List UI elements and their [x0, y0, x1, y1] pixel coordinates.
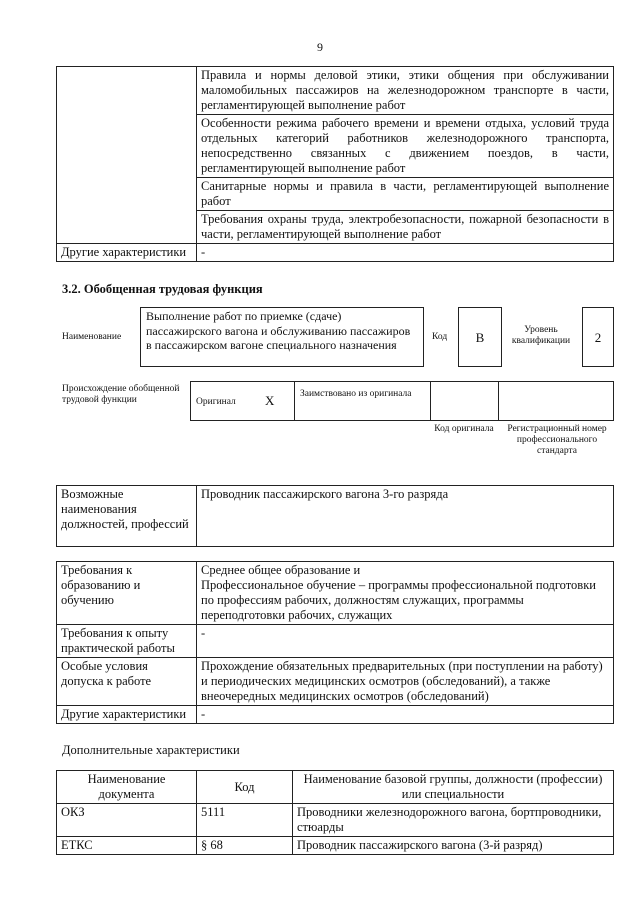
- knowledge-item: Особенности режима рабочего времени и времени отдыха, условий труда отдельных категорий работников железнодорожного транспорта, непосредственно связанных с движением поездов, в части, регламентирующей выполнение работ: [197, 115, 614, 178]
- admission-value: Прохождение обязательных предварительных (при поступлении на работу) и периодических медицинских осмотров (обследований), а также внеочередных медицинских осмотров (обследований): [197, 658, 614, 706]
- header-code: Код: [197, 771, 293, 804]
- registration-number-caption: Регистрационный номер профессионального стандарта: [507, 424, 607, 456]
- table-cell: Проводники железнодорожного вагона, бортпроводники, стюарды: [293, 804, 614, 837]
- section-heading: 3.2. Обобщенная трудовая функция: [62, 282, 263, 296]
- table-cell: § 68: [197, 837, 293, 855]
- table-cell: 5111: [197, 804, 293, 837]
- other-characteristics-label: Другие характеристики: [57, 244, 197, 262]
- additional-title: Дополнительные характеристики: [62, 743, 240, 757]
- borrowed-label: Заимствовано из оригинала: [300, 389, 412, 399]
- origin-divider: [430, 381, 431, 421]
- positions-table: [56, 485, 614, 547]
- requirements-table: [56, 561, 614, 724]
- origin-divider: [294, 381, 295, 421]
- positions-label: Возможные наименования должностей, профессий: [57, 486, 197, 547]
- experience-value: -: [197, 625, 614, 658]
- knowledge-item: Санитарные нормы и правила в части, регламентирующей выполнение работ: [197, 178, 614, 211]
- level-value: 2: [582, 307, 614, 367]
- other-value: -: [197, 706, 614, 724]
- code-original-caption: Код оригинала: [434, 424, 494, 434]
- origin-divider: [498, 381, 499, 421]
- header-group: Наименование базовой группы, должности (профессии) или специальности: [293, 771, 614, 804]
- origin-box: [190, 381, 614, 421]
- origin-label: Происхождение обобщенной трудовой функции: [62, 384, 180, 405]
- page-number: 9: [317, 40, 323, 54]
- admission-label: Особые условия допуска к работе: [57, 658, 197, 706]
- table-cell: Проводник пассажирского вагона (3-й разряд): [293, 837, 614, 855]
- other-characteristics-value: -: [197, 244, 614, 262]
- education-line: Среднее общее образование и: [201, 563, 361, 577]
- original-mark: X: [265, 393, 275, 408]
- code-label: Код: [432, 332, 448, 342]
- empty-label-cell: [57, 67, 197, 244]
- knowledge-table: [56, 66, 614, 262]
- table-cell: ОКЗ: [57, 804, 197, 837]
- other-label: Другие характеристики: [57, 706, 197, 724]
- additional-table: [56, 770, 614, 855]
- knowledge-item: Требования охраны труда, электробезопасности, пожарной безопасности в части, регламентирующей выполнение работ: [197, 211, 614, 244]
- positions-value: Проводник пассажирского вагона 3-го разряда: [197, 486, 614, 547]
- experience-label: Требования к опыту практической работы: [57, 625, 197, 658]
- knowledge-item: Правила и нормы деловой этики, этики общения при обслуживании маломобильных пассажиров на железнодорожном транспорте в части, регламентирующей выполнение работ: [197, 67, 614, 115]
- function-name-value: Выполнение работ по приемке (сдаче) пассажирского вагона и обслуживанию пассажиров в пассажирском вагоне специального назначения: [140, 307, 424, 367]
- education-value: [197, 562, 614, 625]
- education-line: Профессиональное обучение – программы профессиональной подготовки по профессиям рабочих, должностям служащих, программы переподготовки рабочих, служащих: [201, 578, 596, 622]
- header-document: Наименование документа: [57, 771, 197, 804]
- code-value: B: [458, 307, 502, 367]
- table-cell: ЕТКС: [57, 837, 197, 855]
- name-label: Наименование: [62, 332, 122, 342]
- level-label: Уровень квалификации: [511, 325, 571, 346]
- education-label: Требования к образованию и обучению: [57, 562, 197, 625]
- original-label: Оригинал: [196, 397, 236, 407]
